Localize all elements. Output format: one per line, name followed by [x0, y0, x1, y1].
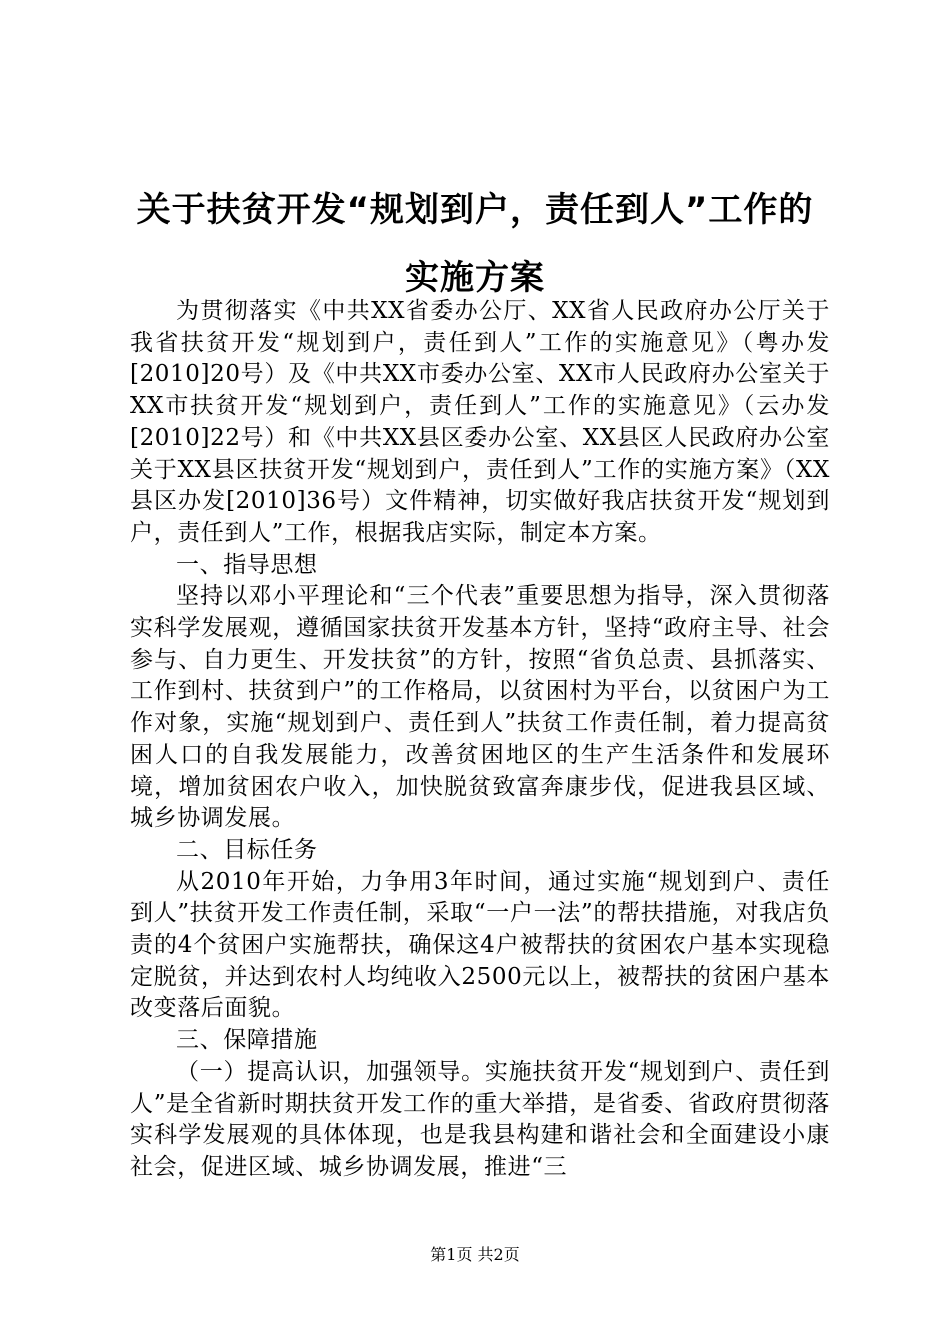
document-body [130, 296, 830, 1184]
guiding-ideology-paragraph: 坚持以邓小平理论和“三个代表”重要思想为指导，深入贯彻落实科学发展观，遵循国家扶贫开发基本方针，坚持“政府主导、社会参与、自力更生、开发扶贫”的方针，按照“省负总责、县抓落实、工作到村、扶贫到户”的工作格局，以贫困村为平台，以贫困户为工作对象，实施“规划到户、责任到人”扶贫工作责任制，着力提高贫困人口的自我发展能力，改善贫困地区的生产生活条件和发展环境，增加贫困农户收入，加快脱贫致富奔康步伐，促进我县区域、城乡协调发展。 [130, 583, 830, 832]
goals-paragraph: 从2010年开始，力争用3年时间，通过实施“规划到户、责任到人”扶贫开发工作责任制，采取“一户一法”的帮扶措施，对我店负责的4个贫困户实施帮扶，确保这4户被帮扶的贫困农户基本实现稳定脱贫，并达到农村人均纯收入2500元以上，被帮扶的贫困户基本改变落后面貌。 [130, 868, 830, 1022]
measures-paragraph: （一）提高认识，加强领导。实施扶贫开发“规划到户、责任到人”是全省新时期扶贫开发工作的重大举措，是省委、省政府贯彻落实科学发展观的具体体现，也是我县构建和谐社会和全面建设小康社会，促进区域、城乡协调发展，推进“三 [130, 1058, 830, 1180]
document-title-line-2: 实施方案 [405, 258, 545, 298]
section-heading-measures: 三、保障措施 [176, 1027, 318, 1054]
section-heading-guiding-ideology: 一、指导思想 [176, 551, 318, 578]
document-title-line-1: 关于扶贫开发“规划到户，责任到人”工作的 [136, 190, 814, 230]
page-number-footer: 第1页 共2页 [430, 1245, 520, 1264]
section-heading-goals: 二、目标任务 [176, 836, 318, 863]
intro-paragraph: 为贯彻落实《中共XX省委办公厅、XX省人民政府办公厅关于我省扶贫开发“规划到户，责任到人”工作的实施意见》（粤办发[2010]20号）及《中共XX市委办公室、XX市人民政府办公室关于XX市扶贫开发“规划到户，责任到人”工作的实施意见》（云办发[2010]22号）和《中共XX县区委办公室、XX县区人民政府办公室关于XX县区扶贫开发“规划到户，责任到人”工作的实施方案》（XX县区办发[2010]36号）文件精神，切实做好我店扶贫开发“规划到户，责任到人”工作，根据我店实际，制定本方案。 [130, 298, 830, 546]
